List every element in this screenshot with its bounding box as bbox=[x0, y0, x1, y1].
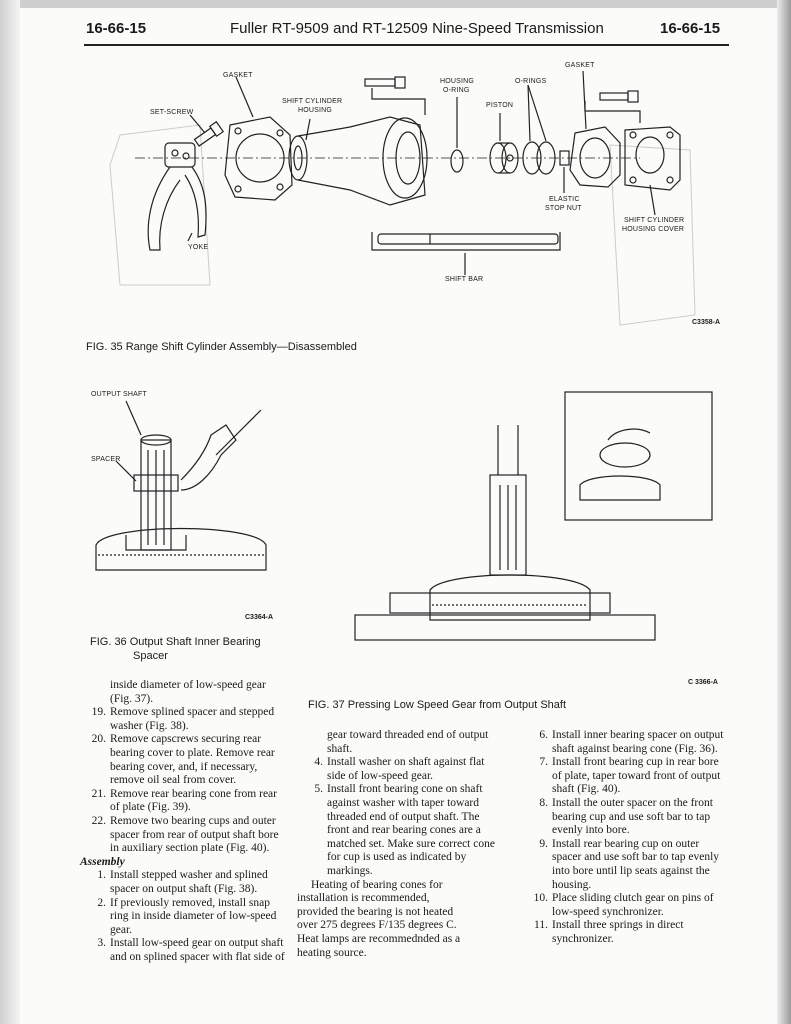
procedure-step bbox=[80, 937, 285, 964]
text-line: low-speed synchronizer. bbox=[552, 905, 664, 918]
text-line: side of low-speed gear. bbox=[327, 769, 434, 782]
text-line: Install the outer spacer on the front bbox=[552, 796, 713, 809]
label-housing-oring-1: HOUSING bbox=[440, 78, 475, 85]
text-line: Assembly bbox=[80, 855, 125, 868]
page-top-shadow bbox=[20, 0, 777, 8]
text-line: of plate, taper toward front of output bbox=[552, 769, 721, 782]
text-line: Heating of bearing cones for bbox=[311, 878, 443, 891]
text-line: shaft. bbox=[327, 742, 353, 755]
header-rule bbox=[84, 44, 729, 46]
step-number: 3. bbox=[97, 937, 106, 950]
text-line: installation is recommended, bbox=[297, 892, 430, 905]
text-line: Install front bearing cone on shaft bbox=[327, 783, 483, 796]
text-line: shaft (Fig. 40). bbox=[552, 783, 621, 796]
text-line: spacer and use soft bar to tap evenly bbox=[552, 851, 720, 864]
text-line: housing. bbox=[552, 878, 592, 891]
procedure-step bbox=[522, 892, 736, 919]
text-line: Install three springs in direct bbox=[552, 919, 684, 932]
text-line: threaded end of output shaft. The bbox=[327, 810, 480, 823]
text-line: synchronizer. bbox=[552, 932, 614, 945]
text-line: Install low-speed gear on output shaft bbox=[110, 937, 284, 950]
text-line: matched set. Make sure correct cone bbox=[327, 837, 495, 850]
step-number: 11. bbox=[534, 919, 548, 932]
page-title: Fuller RT-9509 and RT-12509 Nine-Speed Transmission bbox=[230, 20, 604, 37]
fig37-code: C 3366-A bbox=[688, 679, 718, 686]
label-gasket-right: GASKET bbox=[565, 62, 595, 69]
paragraph bbox=[297, 879, 509, 961]
procedure-step bbox=[522, 729, 736, 756]
text-line: for cup is used as indicated by bbox=[327, 851, 467, 864]
text-line: spacer on output shaft (Fig. 38). bbox=[110, 882, 258, 895]
procedure-step bbox=[80, 733, 285, 787]
label-housing-oring-2: O-RING bbox=[443, 87, 470, 94]
fig36-caption-line2: Spacer bbox=[133, 650, 168, 662]
page-edge-shadow bbox=[777, 0, 791, 1024]
text-line: (Fig. 37). bbox=[110, 692, 154, 705]
text-line: bearing cover to plate. Remove rear bbox=[110, 746, 275, 759]
label-cover-1: SHIFT CYLINDER bbox=[624, 217, 685, 224]
procedure-step bbox=[80, 897, 285, 938]
text-line: Install inner bearing spacer on output bbox=[552, 729, 724, 741]
text-line: against washer with taper toward bbox=[327, 796, 480, 809]
text-line: inside diameter of low-speed gear bbox=[110, 679, 266, 691]
text-line: gear. bbox=[110, 923, 133, 936]
text-line: heating source. bbox=[297, 946, 367, 959]
text-column-2 bbox=[297, 729, 509, 960]
label-elastic-stop-nut-2: STOP NUT bbox=[545, 205, 582, 212]
procedure-step bbox=[522, 919, 736, 946]
text-line: Remove rear bearing cone from rear bbox=[110, 787, 277, 800]
step-number: 6. bbox=[539, 729, 548, 741]
step-number: 21. bbox=[91, 787, 106, 800]
step-number: 4. bbox=[314, 756, 323, 769]
text-column-1 bbox=[80, 679, 285, 964]
label-o-rings: O-RINGS bbox=[515, 78, 547, 85]
step-number: 5. bbox=[314, 783, 323, 796]
text-line: in auxiliary section plate (Fig. 40). bbox=[110, 842, 270, 855]
text-line: Install rear bearing cup on outer bbox=[552, 837, 700, 850]
label-elastic-stop-nut-1: ELASTIC bbox=[549, 196, 580, 203]
label-set-screw: SET-SCREW bbox=[150, 109, 194, 116]
label-gasket-left: GASKET bbox=[223, 72, 253, 79]
step-number: 2. bbox=[97, 896, 106, 909]
page-binding-shadow bbox=[0, 0, 20, 1024]
text-line: ring in inside diameter of low-speed bbox=[110, 910, 277, 923]
step-number: 8. bbox=[539, 796, 548, 809]
page-number-left: 16-66-15 bbox=[86, 20, 147, 37]
continued-text bbox=[297, 729, 509, 756]
step-number: 7. bbox=[539, 756, 548, 769]
procedure-step bbox=[522, 756, 736, 797]
text-line: provided the bearing is not heated bbox=[297, 905, 454, 918]
label-output-shaft: OUTPUT SHAFT bbox=[91, 391, 147, 398]
label-spacer: SPACER bbox=[91, 456, 121, 463]
text-line: bearing cup and use soft bar to tap bbox=[552, 810, 711, 823]
label-shift-cylinder-housing-2: HOUSING bbox=[298, 107, 333, 114]
procedure-step bbox=[80, 788, 285, 815]
text-line: front and rear bearing cones are a bbox=[327, 824, 481, 837]
text-line: Install front bearing cup in rear bore bbox=[552, 756, 719, 769]
fig37-caption: FIG. 37 Pressing Low Speed Gear from Output Shaft bbox=[308, 699, 567, 711]
step-number: 10. bbox=[533, 892, 548, 905]
text-line: into bore until lip seats against the bbox=[552, 864, 710, 877]
label-piston: PISTON bbox=[486, 102, 514, 109]
fig35-code: C3358-A bbox=[692, 319, 721, 326]
fig36-code: C3364-A bbox=[245, 614, 274, 621]
procedure-step bbox=[297, 783, 509, 878]
section-subheading bbox=[80, 856, 285, 870]
label-yoke: YOKE bbox=[188, 244, 209, 251]
text-line: Install washer on shaft against flat bbox=[327, 756, 485, 769]
text-line: washer (Fig. 38). bbox=[110, 719, 189, 732]
text-line: Place sliding clutch gear on pins of bbox=[552, 892, 714, 905]
text-line: Remove two bearing cups and outer bbox=[110, 814, 276, 827]
text-line: If previously removed, install snap bbox=[110, 896, 271, 909]
label-shift-bar: SHIFT BAR bbox=[445, 276, 484, 283]
text-line: gear toward threaded end of output bbox=[327, 729, 489, 741]
output-shaft-spacer-drawing bbox=[86, 395, 286, 605]
procedure-step bbox=[522, 797, 736, 838]
text-line: and on splined spacer with flat side of bbox=[110, 950, 285, 963]
page-number-right: 16-66-15 bbox=[660, 20, 721, 37]
fig36-caption-line1: FIG. 36 Output Shaft Inner Bearing bbox=[90, 636, 261, 648]
procedure-step bbox=[80, 815, 285, 856]
label-shift-cylinder-housing-1: SHIFT CYLINDER bbox=[282, 98, 343, 105]
text-line: of plate (Fig. 39). bbox=[110, 801, 191, 814]
text-line: Heat lamps are recommednded as a bbox=[297, 932, 461, 945]
text-line: bearing cover, and, if necessary, bbox=[110, 760, 258, 773]
text-line: remove oil seal from cover. bbox=[110, 774, 237, 787]
pressing-low-speed-gear-drawing bbox=[350, 385, 725, 660]
procedure-step bbox=[297, 756, 509, 783]
text-line: Remove capscrews securing rear bbox=[110, 733, 262, 746]
text-line: over 275 degrees F/135 degrees C. bbox=[297, 919, 457, 932]
procedure-step bbox=[80, 869, 285, 896]
range-shift-cylinder-exploded-drawing bbox=[80, 55, 720, 330]
text-line: Install stepped washer and splined bbox=[110, 869, 268, 882]
text-column-3 bbox=[522, 729, 736, 947]
step-number: 9. bbox=[539, 837, 548, 850]
continued-text bbox=[80, 679, 285, 706]
text-line: Remove splined spacer and stepped bbox=[110, 706, 275, 719]
step-number: 1. bbox=[97, 869, 106, 882]
label-cover-2: HOUSING COVER bbox=[622, 226, 685, 233]
text-line: evenly into bore. bbox=[552, 824, 630, 837]
fig35-caption: FIG. 35 Range Shift Cylinder Assembly—Disassembled bbox=[86, 341, 357, 353]
procedure-step bbox=[522, 838, 736, 892]
step-number: 22. bbox=[91, 814, 106, 827]
procedure-step bbox=[80, 706, 285, 733]
text-line: markings. bbox=[327, 864, 373, 877]
step-number: 20. bbox=[91, 733, 106, 746]
step-number: 19. bbox=[91, 706, 106, 719]
text-line: shaft against bearing cone (Fig. 36). bbox=[552, 742, 718, 755]
text-line: spacer from rear of output shaft bore bbox=[110, 828, 279, 841]
